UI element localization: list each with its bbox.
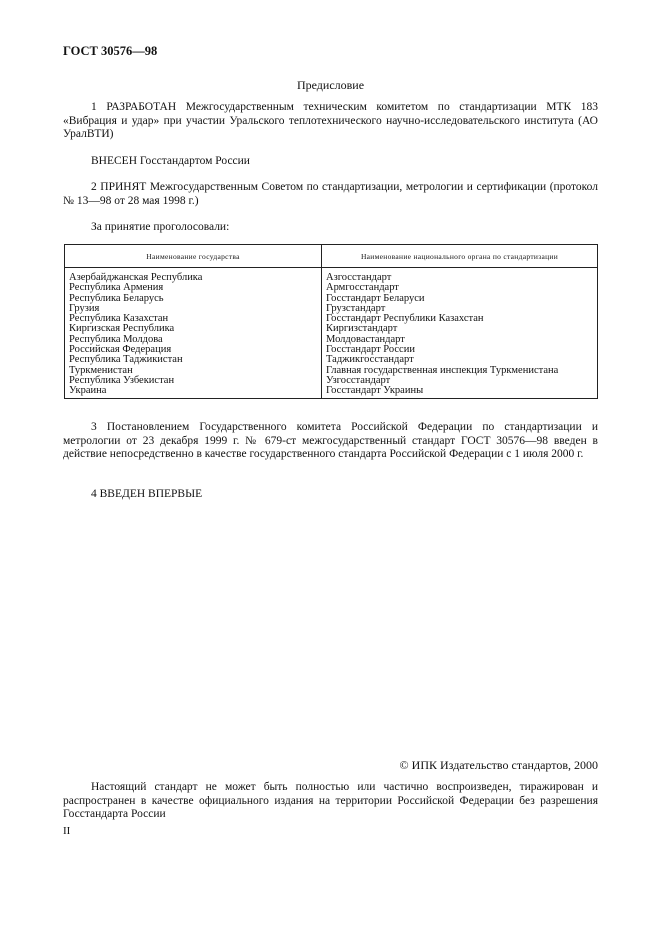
cell-standards-body: Госстандарт Украины [322, 386, 598, 398]
voting-table [64, 244, 598, 399]
paragraph-adopted-text: 2 ПРИНЯТ Межгосударственным Советом по стандартизации, метрологии и сертификации (протокол № 13—98 от 28 мая 1998 г.) [63, 181, 598, 207]
page-number: II [63, 825, 71, 837]
cell-state: Республика Таджикистан [65, 355, 322, 365]
paragraph-adopted [63, 181, 598, 208]
cell-state: Российская Федерация [65, 345, 322, 355]
paragraph-first-introduced: 4 ВВЕДЕН ВПЕРВЫЕ [91, 488, 203, 500]
section-title: Предисловие [296, 78, 365, 92]
cell-standards-body: Армгосстандарт [322, 283, 598, 293]
copyright-notice: © ИПК Издательство стандартов, 2000 [399, 758, 598, 772]
cell-state: Грузия [65, 304, 322, 314]
reproduction-notice [63, 781, 598, 822]
table-row [65, 386, 598, 398]
cell-standards-body: Таджикгосстандарт [322, 355, 598, 365]
cell-standards-body: Азгосстандарт [322, 268, 598, 284]
document-header: ГОСТ 30576—98 [63, 44, 158, 58]
table-row [65, 268, 598, 284]
paragraph-resolution-text: 3 Постановлением Государственного комитета Российской Федерации по стандартизации и метрологии от 23 декабря 1999 г. № 679-ст межгосударственный стандарт ГОСТ 30576—98 введен в действие непосредственно в качестве государственного стандарта Российской Федерации с 1 июля 2000 г. [63, 421, 598, 460]
cell-state: Республика Казахстан [65, 314, 322, 324]
cell-state: Азербайджанская Республика [65, 268, 322, 284]
cell-state: Республика Узбекистан [65, 376, 322, 386]
cell-standards-body: Киргизстандарт [322, 324, 598, 334]
paragraph-introduced: ВНЕСЕН Госстандартом России [91, 155, 250, 167]
header-state: Наименование государства [65, 245, 322, 268]
cell-standards-body: Госстандарт России [322, 345, 598, 355]
cell-state: Республика Армения [65, 283, 322, 293]
paragraph-resolution [63, 421, 598, 462]
cell-state: Украина [65, 386, 322, 398]
cell-state: Киргизская Республика [65, 324, 322, 334]
cell-standards-body: Узгосстандарт [322, 376, 598, 386]
cell-standards-body: Молдовастандарт [322, 335, 598, 345]
cell-standards-body: Госстандарт Беларуси [322, 294, 598, 304]
cell-standards-body: Грузстандарт [322, 304, 598, 314]
cell-standards-body: Госстандарт Республики Казахстан [322, 314, 598, 324]
paragraph-developed [63, 101, 598, 142]
table-header-row [65, 245, 598, 268]
cell-state: Туркменистан [65, 366, 322, 376]
paragraph-voted: За принятие проголосовали: [91, 221, 230, 233]
header-standards-body: Наименование национального органа по стандартизации [322, 245, 598, 268]
cell-standards-body: Главная государственная инспекция Туркменистана [322, 366, 598, 376]
cell-state: Республика Молдова [65, 335, 322, 345]
cell-state: Республика Беларусь [65, 294, 322, 304]
reproduction-notice-text: Настоящий стандарт не может быть полностью или частично воспроизведен, тиражирован и распространен в качестве официального издания на территории Российской Федерации без разрешения Госстандарта России [63, 781, 598, 820]
paragraph-developed-text: 1 РАЗРАБОТАН Межгосударственным техническим комитетом по стандартизации МТК 183 «Вибрация и удар» при участии Уральского теплотехнического научно-исследовательского института (АО УралВТИ) [63, 101, 598, 140]
